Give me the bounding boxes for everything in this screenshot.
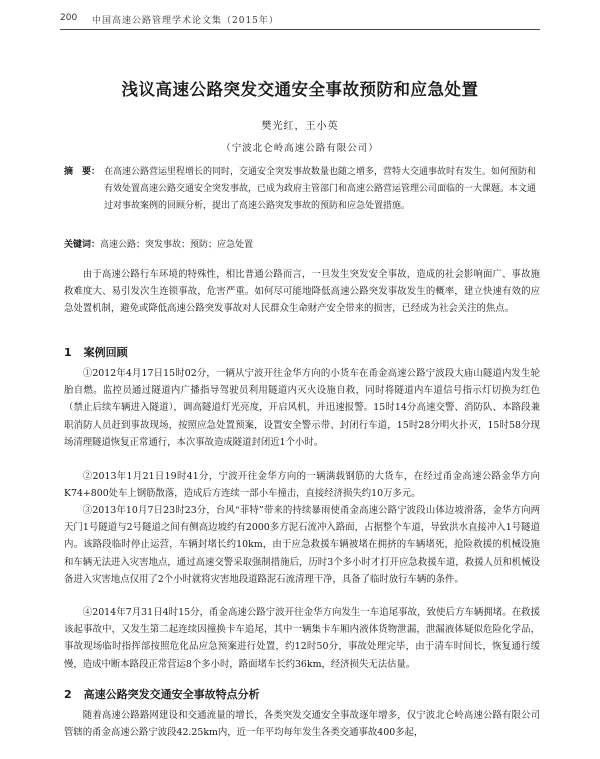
page-number: 200 xyxy=(60,13,78,23)
section-title-2: 高速公路突发交通安全事故特点分析 xyxy=(83,688,260,701)
section-heading-1 xyxy=(64,344,128,360)
keywords-label: 关键词： xyxy=(64,240,101,250)
running-header xyxy=(60,13,540,29)
header-rule xyxy=(60,29,540,30)
article-affiliation: （宁波北仑岭高速公路有限公司） xyxy=(221,143,379,154)
section-heading-2 xyxy=(64,686,260,702)
section-number-2: 2 xyxy=(64,688,72,701)
case-paragraph-2: ②2013年1月21日19时41分，宁波开往金华方向的一辆满载钢筋的大货车，在经过甬金高速公路金华方向K74+800处车上钢筋散落，造成后方连续一部小车撞击，直接经济损失约10万多元。 xyxy=(64,471,540,500)
intro-paragraph: 由于高速公路行车环境的特殊性，相比普通公路而言，一旦发生突发安全事故，造成的社会影响面广、事故施救难度大、易引发次生连锁事故，危害严重。如何尽可能地降低高速公路突发事故发生的概率，建立快速有效的应急处置机制，避免或降低高速公路突发事故对人民群众生命财产安全带来的损害，已经成为社会关注的焦点。 xyxy=(64,269,540,315)
abstract-block xyxy=(64,164,540,215)
case-paragraph-1: ①2012年4月17日15时02分，一辆从宁波开往金华方向的小货车在甬金高速公路宁波段大庙山隧道内发生轮胎自燃。监控员通过隧道内广播指导驾驶员利用隧道内灭火设施自救，同时将隧道内车道信号指示灯切换为红色（禁止后续车辆进入隧道），调高隧道灯光亮度，开启风机，并迅速报警。15时14分高速交警、消防队、本路段兼职消防人员赶到事故现场，按照应急处置预案，设置安全警示带、封闭行车道，15时28分明火扑灭，15时58分现场清理隧道恢复正常通行，本次事故造成隧道封闭近1个小时。 xyxy=(64,368,540,448)
section-title-1: 案例回顾 xyxy=(83,346,128,359)
case-paragraph-4: ④2014年7月31日4时15分，甬金高速公路宁波开往金华方向发生一车追尾事故，致使后方车辆拥堵。在救援该起事故中，又发生第二起连续因撞换卡车追尾，其中一辆集卡车厢内液体货物泄漏，泄漏液体疑似危险化学品，事故现场临时指挥部按照危化品应急预案进行处置，约12时50分，事故处理完毕，由于清车时间长，恢复通行缓慢，造成中断本路段正常营运8个多小时，路面堵车长约36km，经济损失无法估量。 xyxy=(64,607,540,670)
case-paragraph-3: ③2013年10月7日23时23分，台风“菲特”带来的持续暴雨使甬金高速公路宁波段山体边坡滑落，金华方向两天门1号隧道与2号隧道之间有侧高边坡约有2000多方泥石流冲入路面，占据整个车道，导致洪水直接冲入1号隧道内。该路段临时停止运营，车辆封堵长约10km，由于应急救援车辆被堵在拥挤的车辆堵死，抢险救援的机械设施和车辆无法进入灾害地点，通过高速交警采取强制措施后，历时3个多小时才打开应急救援车道，救援人员和机械设备进入灾害地点仅用了2个小时就将灾害地段道路泥石流清理干净，具备了临时放行车辆的条件。 xyxy=(64,505,540,585)
keywords-block xyxy=(64,237,540,254)
journal-title: 中国高速公路管理学术论文集（2015年） xyxy=(92,16,279,26)
article-authors: 樊光红，王小英 xyxy=(261,121,339,132)
article-title: 浅议高速公路突发交通安全事故预防和应急处置 xyxy=(121,80,479,99)
abstract-label: 摘 要： xyxy=(64,167,101,177)
section2-paragraph-1: 随着高速公路路网建设和交通流量的增长，各类突发交通安全事故逐年增多，仅宁波北仑岭高速公路有限公司管辖的甬金高速公路宁波段42.25km内，近一年平均每年发生各类交通事故400多起， xyxy=(64,710,540,739)
section-number-1: 1 xyxy=(64,346,72,359)
keywords-text: 高速公路；突发事故；预防；应急处置 xyxy=(100,240,254,250)
abstract-text: 在高速公路营运里程增长的同时，交通安全突发事故数量也随之增多，营特大交通事故时有发生。如何预防和有效处置高速公路交通安全突发事故，已成为政府主管部门和高速公路营运管理公司面临的一大课题。本文通过对事故案例的回顾分析，提出了高速公路突发事故的预防和应急处置措施。 xyxy=(104,167,537,211)
